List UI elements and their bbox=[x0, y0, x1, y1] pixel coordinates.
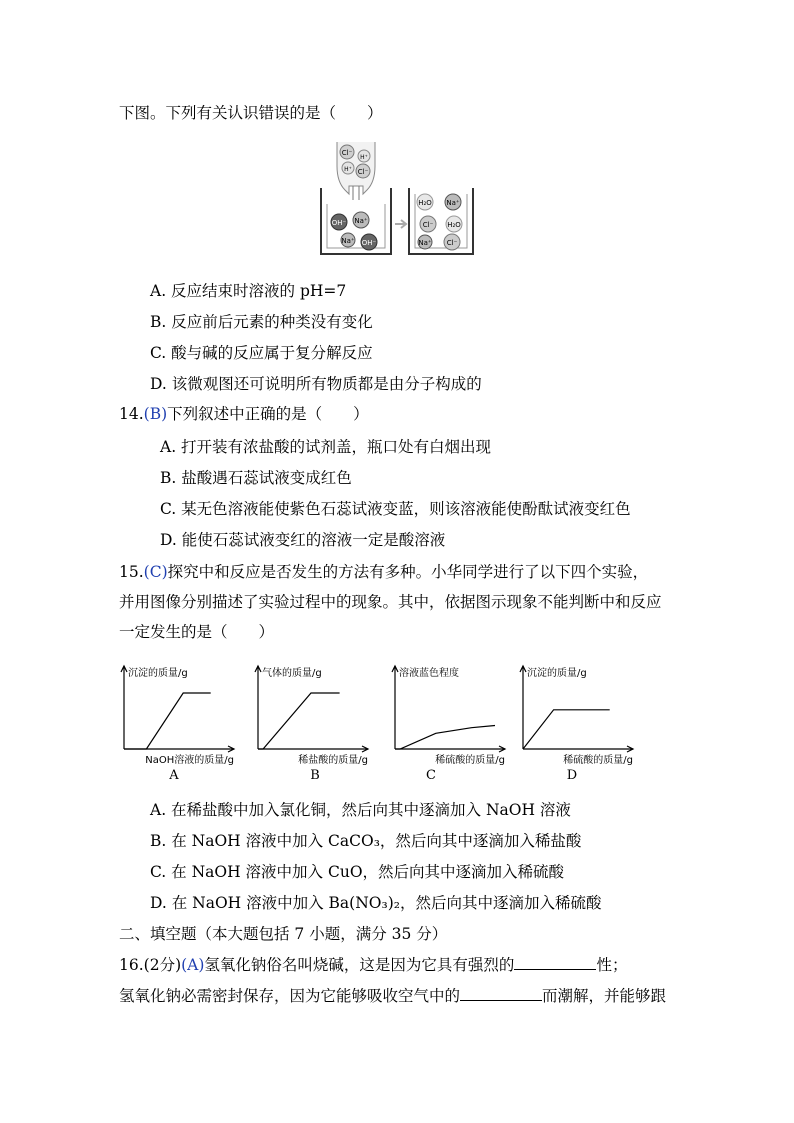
funnel-ion: Cl⁻ bbox=[341, 149, 353, 157]
question-14 bbox=[119, 404, 369, 424]
question-number: 14. bbox=[119, 405, 144, 423]
funnel-ion: Cl⁻ bbox=[357, 168, 369, 176]
question-16 bbox=[119, 955, 627, 975]
option-a[interactable]: A. 在稀盐酸中加入氯化铜，然后向其中逐滴加入 NaOH 溶液 bbox=[150, 801, 571, 819]
beaker-right-ion: Cl⁻ bbox=[446, 239, 458, 247]
question-text: 性； bbox=[596, 956, 628, 974]
beaker-left-ion: OH⁻ bbox=[361, 239, 377, 247]
x-axis-label: 稀盐酸的质量/g bbox=[298, 755, 368, 766]
question-stem: 下图。下列有关认识错误的是（ ） bbox=[119, 104, 383, 122]
series-line bbox=[395, 726, 495, 750]
answer-blank[interactable] bbox=[460, 986, 542, 1001]
y-axis-label: 溶液蓝色程度 bbox=[399, 668, 459, 679]
section-heading: 二、填空题（本大题包括 7 小题，满分 35 分） bbox=[119, 925, 448, 943]
question-stem-line: 一定发生的是（ ） bbox=[119, 623, 275, 641]
option-a[interactable]: A. 反应结束时溶液的 pH=7 bbox=[150, 282, 347, 300]
graph-letter-a: A bbox=[169, 768, 179, 783]
option-c[interactable]: C. 在 NaOH 溶液中加入 CuO，然后向其中逐滴加入稀硫酸 bbox=[150, 863, 565, 881]
beaker-right-ion: H₂O bbox=[447, 221, 461, 229]
option-b[interactable]: B. 盐酸遇石蕊试液变成红色 bbox=[160, 469, 352, 487]
difficulty-level: (C) bbox=[143, 563, 168, 581]
question-stem-line: 并用图像分别描述了实验过程中的现象。其中，依据图示现象不能判断中和反应 bbox=[119, 593, 662, 611]
question-16-line2 bbox=[119, 986, 666, 1006]
beaker-right-ion: Cl⁻ bbox=[422, 221, 434, 229]
beaker-left-ion: Na⁺ bbox=[354, 217, 368, 225]
question-text: 氢氧化钠必需密封保存，因为它能够吸收空气中的 bbox=[119, 987, 461, 1005]
series-line bbox=[523, 710, 610, 749]
question-stem: 下列叙述中正确的是（ ） bbox=[167, 405, 369, 423]
beaker-right-ion: H₂O bbox=[418, 199, 432, 207]
beaker-right-ion: Na⁺ bbox=[418, 239, 432, 247]
option-a[interactable]: A. 打开装有浓盐酸的试剂盖，瓶口处有白烟出现 bbox=[160, 438, 492, 456]
question-number: 16. bbox=[119, 956, 144, 974]
difficulty-level: (B) bbox=[143, 405, 168, 423]
x-axis-label: 稀硫酸的质量/g bbox=[435, 755, 505, 766]
option-b[interactable]: B. 在 NaOH 溶液中加入 CaCO₃，然后向其中逐滴加入稀盐酸 bbox=[150, 832, 582, 850]
experiment-graphs bbox=[118, 652, 638, 772]
option-d[interactable]: D. 在 NaOH 溶液中加入 Ba(NO₃)₂，然后向其中逐滴加入稀硫酸 bbox=[150, 894, 602, 912]
funnel-ion: H⁺ bbox=[344, 166, 352, 173]
x-axis-label: NaOH溶液的质量/g bbox=[145, 755, 234, 766]
beaker-right-ion: Na⁺ bbox=[446, 199, 460, 207]
graph-letter-d: D bbox=[566, 768, 578, 783]
series-line bbox=[258, 693, 340, 749]
option-d[interactable]: D. 能使石蕊试液变红的溶液一定是酸溶液 bbox=[160, 531, 446, 549]
series-line bbox=[124, 693, 211, 749]
option-c[interactable]: C. 酸与碱的反应属于复分解反应 bbox=[150, 344, 373, 362]
y-axis-label: 沉淀的质量/g bbox=[128, 668, 188, 679]
question-15 bbox=[119, 562, 648, 582]
question-points: (2分) bbox=[143, 956, 182, 974]
option-c[interactable]: C. 某无色溶液能使紫色石蕊试液变蓝，则该溶液能使酚酞试液变红色 bbox=[160, 500, 631, 518]
x-axis-label: 稀硫酸的质量/g bbox=[563, 755, 633, 766]
graph-letter-c: C bbox=[426, 768, 436, 783]
option-b[interactable]: B. 反应前后元素的种类没有变化 bbox=[150, 313, 373, 331]
question-text: 而潮解，并能够跟 bbox=[542, 987, 667, 1005]
beaker-left-ion: OH⁻ bbox=[331, 219, 347, 227]
difficulty-level: (A) bbox=[181, 956, 205, 974]
option-d[interactable]: D. 该微观图还可说明所有物质都是由分子构成的 bbox=[150, 375, 482, 393]
y-axis-label: 沉淀的质量/g bbox=[527, 668, 587, 679]
graph-letter-b: B bbox=[310, 768, 320, 783]
question-text: 氢氧化钠俗名叫烧碱，这是因为它具有强烈的 bbox=[204, 956, 515, 974]
answer-blank[interactable] bbox=[514, 955, 596, 970]
question-stem: 探究中和反应是否发生的方法有多种。小华同学进行了以下四个实验， bbox=[167, 563, 649, 581]
y-axis-label: 气体的质量/g bbox=[262, 668, 322, 679]
funnel-ion: H⁺ bbox=[360, 154, 368, 161]
question-number: 15. bbox=[119, 563, 144, 581]
beaker-left-ion: Na⁺ bbox=[341, 237, 355, 245]
neutralization-diagram bbox=[315, 138, 480, 258]
